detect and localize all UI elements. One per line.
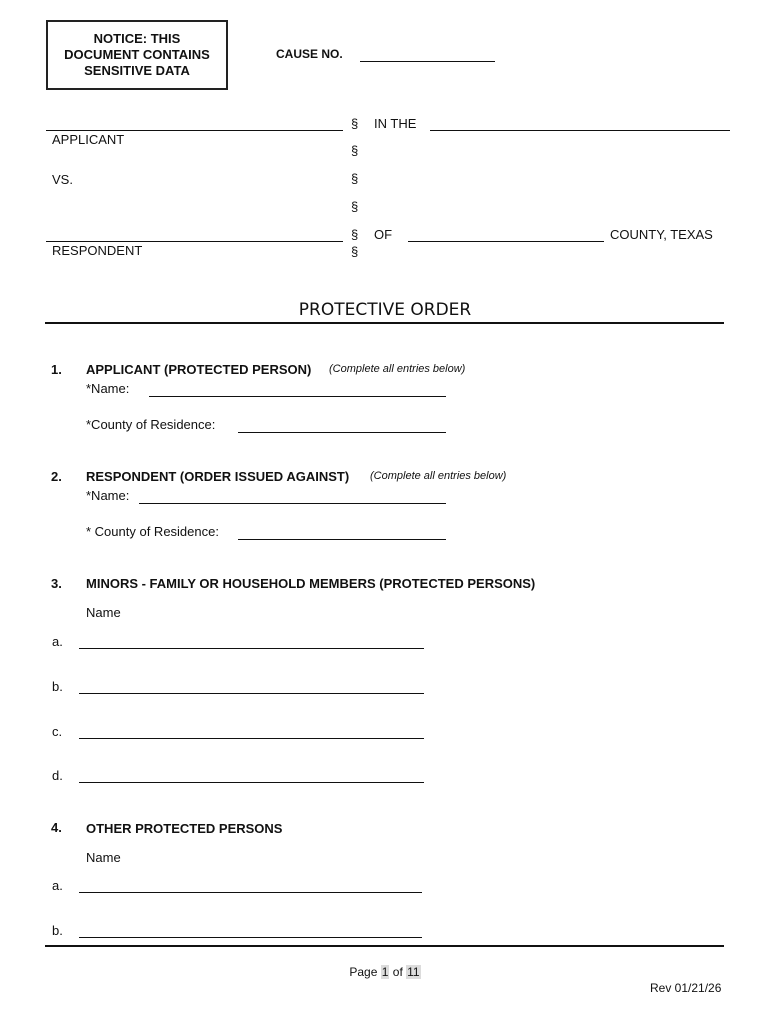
respondent-county-field[interactable] xyxy=(238,539,446,540)
title-rule xyxy=(45,322,724,324)
page-number xyxy=(0,965,770,979)
other-persons-name-header: Name xyxy=(86,850,121,865)
applicant-county-label: *County of Residence: xyxy=(86,417,216,432)
minor-item-label: a. xyxy=(52,634,63,649)
other-person-b-name-field[interactable] xyxy=(79,937,422,938)
minor-a-name-field[interactable] xyxy=(79,648,424,649)
page-of: of xyxy=(392,965,403,979)
respondent-name-line[interactable] xyxy=(46,241,343,242)
court-field[interactable] xyxy=(430,130,730,131)
section-4-number: 4. xyxy=(51,820,62,835)
revision-date: Rev 01/21/26 xyxy=(650,981,722,995)
versus-label: VS. xyxy=(52,172,73,187)
section-1-hint: (Complete all entries below) xyxy=(329,363,466,375)
page-total: 11 xyxy=(407,965,420,979)
county-field[interactable] xyxy=(408,241,604,242)
section-sign: § xyxy=(351,227,359,242)
minor-item-label: d. xyxy=(52,768,63,783)
section-2-hint: (Complete all entries below) xyxy=(370,470,507,482)
applicant-name-field[interactable] xyxy=(149,396,446,397)
minor-b-name-field[interactable] xyxy=(79,693,424,694)
page-title: PROTECTIVE ORDER xyxy=(298,300,472,320)
applicant-name-label: *Name: xyxy=(86,381,130,396)
section-3-heading: MINORS - FAMILY OR HOUSEHOLD MEMBERS (PROTECTED PERSONS) xyxy=(86,576,536,591)
other-person-item-label: b. xyxy=(52,923,63,938)
minor-c-name-field[interactable] xyxy=(79,738,424,739)
notice-text: NOTICE: THIS DOCUMENT CONTAINS SENSITIVE DATA xyxy=(64,31,210,78)
respondent-county-label: * County of Residence: xyxy=(86,524,219,539)
county-texas-label: COUNTY, TEXAS xyxy=(610,227,713,242)
in-the-label: IN THE xyxy=(374,116,417,131)
section-sign: § xyxy=(351,143,359,158)
section-sign: § xyxy=(351,199,359,214)
section-2-number: 2. xyxy=(51,469,62,484)
section-1-heading: APPLICANT (PROTECTED PERSON) xyxy=(86,362,312,377)
other-person-item-label: a. xyxy=(52,878,63,893)
cause-number-field[interactable] xyxy=(360,61,495,62)
section-2-heading: RESPONDENT (ORDER ISSUED AGAINST) xyxy=(86,469,350,484)
section-sign: § xyxy=(351,171,359,186)
section-3-number: 3. xyxy=(51,576,62,591)
section-4-heading: OTHER PROTECTED PERSONS xyxy=(86,821,283,836)
minor-d-name-field[interactable] xyxy=(79,782,424,783)
section-1-number: 1. xyxy=(51,362,62,377)
applicant-county-field[interactable] xyxy=(238,432,446,433)
footer-rule xyxy=(45,945,724,947)
minor-item-label: c. xyxy=(52,724,63,739)
applicant-name-line[interactable] xyxy=(46,130,343,131)
respondent-name-field[interactable] xyxy=(139,503,446,504)
of-label: OF xyxy=(374,227,393,242)
other-person-a-name-field[interactable] xyxy=(79,892,422,893)
page-current: 1 xyxy=(381,965,389,979)
section-sign: § xyxy=(351,116,359,131)
minors-name-header: Name xyxy=(86,605,121,620)
cause-number-label: CAUSE NO. xyxy=(276,47,343,61)
section-sign: § xyxy=(351,244,359,259)
respondent-name-label: *Name: xyxy=(86,488,130,503)
applicant-caption-label: APPLICANT xyxy=(52,132,125,147)
notice-box xyxy=(46,20,228,90)
minor-item-label: b. xyxy=(52,679,63,694)
page-prefix: Page xyxy=(349,965,378,979)
respondent-caption-label: RESPONDENT xyxy=(52,243,143,258)
